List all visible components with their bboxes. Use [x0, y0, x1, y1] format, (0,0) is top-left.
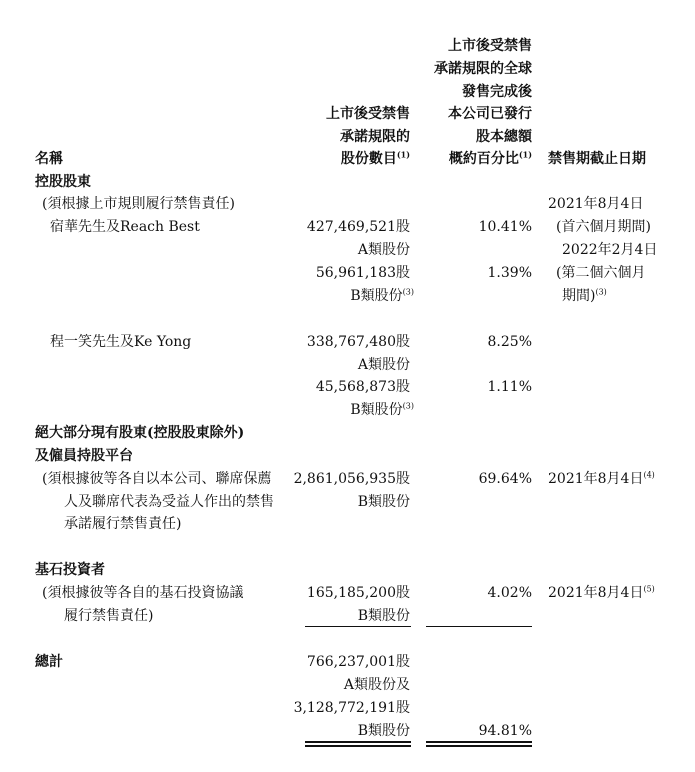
existing-expiry-note: (4)	[643, 470, 655, 480]
existing-title-line1: 絕大部分現有股東(控股股東除外)	[35, 425, 245, 441]
holder1-a-pct: 10.41%	[478, 219, 532, 235]
total-pct: 94.81%	[478, 723, 532, 739]
existing-pct: 69.64%	[478, 471, 532, 487]
cornerstone-class: B類股份	[357, 608, 410, 624]
total-b-class: B類股份	[357, 723, 410, 739]
pct-total-rule-top	[426, 741, 532, 743]
holder1-b-pct: 1.39%	[487, 265, 532, 281]
pct-header-line1: 上市後受禁售	[448, 38, 532, 54]
total-a-class: A類股份及	[343, 677, 410, 693]
name-header: 名稱	[35, 151, 63, 167]
holder2-a-pct: 8.25%	[487, 334, 532, 350]
existing-title-line2: 及僱員持股平台	[35, 448, 133, 464]
controlling-title: 控股股東	[35, 174, 91, 190]
holder1-name: 宿華先生及Reach Best	[50, 219, 200, 235]
cornerstone-expiry: 2021年8月4日$^{(5)}$	[548, 584, 655, 601]
existing-class: B類股份	[357, 494, 410, 510]
shares-header-line3: 股份數目$^{(1)}$	[340, 149, 410, 167]
shares-total-rule-bottom	[305, 745, 411, 747]
holder1-expiry1-date: 2021年8月4日	[548, 196, 644, 212]
holder2-b-shares: 45,568,873股	[315, 379, 410, 395]
cornerstone-expiry-note: (5)	[643, 584, 655, 594]
shares-total-rule-top	[305, 741, 411, 743]
cornerstone-title: 基石投資者	[35, 562, 105, 578]
cornerstone-pct: 4.02%	[487, 585, 532, 601]
shares-header-note: (1)	[396, 149, 410, 160]
pct-header-line6: 概約百分比$^{(1)}$	[448, 149, 532, 167]
holder1-a-class: A類股份	[357, 242, 410, 258]
holder1-expiry2-desc2: 期間)$^{(3)}$	[562, 287, 607, 304]
holder1-expiry2-date: 2022年2月4日	[562, 242, 658, 258]
existing-note-line1: (須根據彼等各自以本公司、聯席保薦	[42, 471, 272, 487]
holder1-b-class: B類股份$^{(3)}$	[350, 287, 414, 304]
pct-header-line5: 股本總額	[476, 129, 532, 145]
existing-expiry: 2021年8月4日$^{(4)}$	[548, 470, 655, 487]
controlling-note: (須根據上市規則履行禁售責任)	[42, 196, 235, 212]
cornerstone-shares: 165,185,200股	[306, 585, 410, 601]
shares-header-line1: 上市後受禁售	[326, 106, 410, 122]
pct-subtotal-rule	[426, 626, 532, 627]
pct-total-rule-bottom	[426, 745, 532, 747]
holder2-b-pct: 1.11%	[487, 379, 532, 395]
cornerstone-note-line1: (須根據彼等各自的基石投資協議	[42, 585, 244, 601]
existing-note-line2: 人及聯席代表為受益人作出的禁售	[64, 494, 274, 510]
pct-header-note: (1)	[518, 149, 532, 160]
holder2-b-class: B類股份$^{(3)}$	[350, 401, 414, 418]
holder1-b-note: (3)	[402, 287, 414, 297]
holder1-expiry1-desc: (首六個月期間)	[556, 219, 651, 235]
total-a-shares: 766,237,001股	[306, 654, 410, 670]
cornerstone-note-line2: 履行禁售責任)	[64, 608, 154, 624]
holder1-expiry2-desc1: (第二個六個月	[556, 265, 646, 281]
holder1-a-shares: 427,469,521股	[306, 219, 410, 235]
existing-note-line3: 承諾履行禁售責任)	[64, 516, 182, 532]
holder2-a-class: A類股份	[357, 357, 410, 373]
total-label: 總計	[35, 654, 63, 670]
pct-header-line2: 承諾規限的全球	[434, 61, 532, 77]
pct-header-line3: 發售完成後	[462, 84, 532, 100]
holder2-a-shares: 338,767,480股	[306, 334, 410, 350]
holder2-name: 程一笑先生及Ke Yong	[50, 334, 192, 350]
shares-header-line2: 承諾規限的	[340, 129, 410, 145]
existing-shares: 2,861,056,935股	[293, 471, 410, 487]
pct-header-line4: 本公司已發行	[448, 106, 532, 122]
expiry-header: 禁售期截止日期	[548, 151, 646, 167]
holder2-b-note: (3)	[402, 401, 414, 411]
shares-subtotal-rule	[305, 626, 411, 627]
total-b-shares: 3,128,772,191股	[293, 700, 410, 716]
holder1-expiry2-note: (3)	[595, 287, 607, 297]
holder1-b-shares: 56,961,183股	[315, 265, 410, 281]
